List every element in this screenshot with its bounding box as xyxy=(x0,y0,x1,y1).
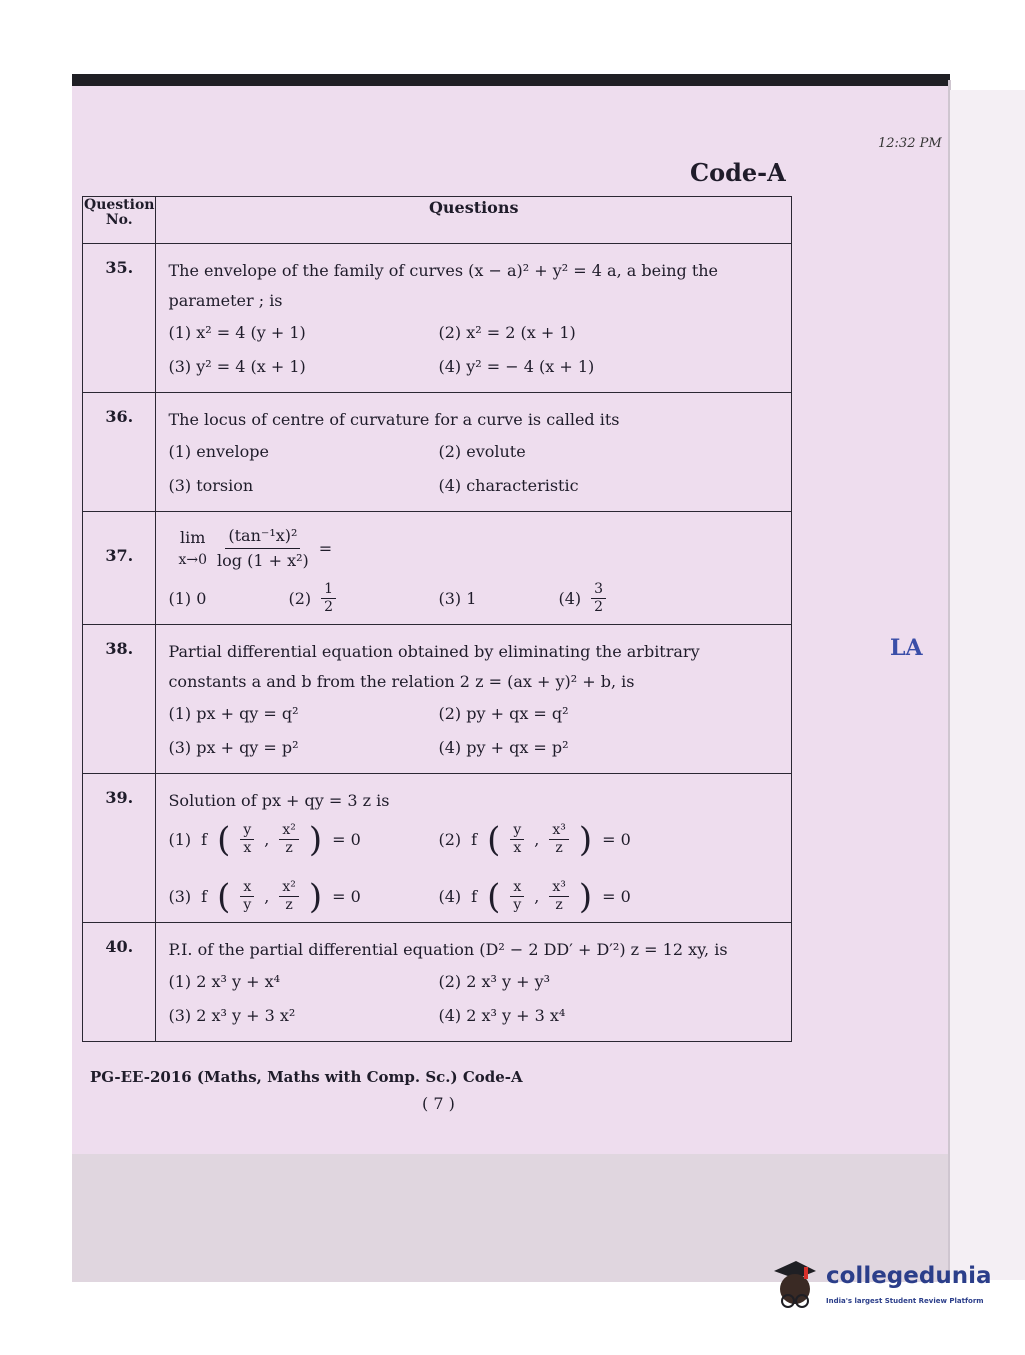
option-label: (2) xyxy=(438,829,462,849)
fraction-numerator: y xyxy=(240,822,254,840)
page-number: ( 7 ) xyxy=(422,1094,455,1113)
option-4: (4) characteristic xyxy=(438,476,579,495)
collegedunia-logo xyxy=(770,1257,1000,1317)
option-1: (1) px + qy = q² xyxy=(168,704,299,723)
fraction xyxy=(279,879,299,914)
limit-fraction xyxy=(217,524,309,573)
option-3: (3) 1 xyxy=(438,588,477,608)
option-3-group xyxy=(438,581,781,616)
right-paren: ) xyxy=(308,876,323,917)
comma: , xyxy=(264,829,270,849)
fraction xyxy=(240,879,254,914)
options xyxy=(168,316,781,384)
paper-code: Code-A xyxy=(690,158,786,187)
fraction-denominator: log (1 + x²) xyxy=(217,551,309,570)
question-text: The locus of centre of curvature for a curve is called its xyxy=(168,410,620,429)
right-paren: ) xyxy=(308,819,323,860)
comma: , xyxy=(534,829,540,849)
comma: , xyxy=(264,886,270,906)
fraction-numerator: (tan⁻¹x)² xyxy=(225,524,300,549)
fraction-numerator: x³ xyxy=(549,879,569,897)
question-body xyxy=(156,512,792,625)
question-text: P.I. of the partial differential equation (D² − 2 DD′ + D′²) z = 12 xy, is xyxy=(168,940,728,959)
option-1-group xyxy=(168,581,438,616)
option-1 xyxy=(168,819,438,860)
option-3 xyxy=(168,876,438,917)
fraction-denominator: z xyxy=(555,840,563,856)
option-2: (2) 2 x³ y + y³ xyxy=(438,972,551,991)
logo-tagline: India's largest Student Review Platform xyxy=(826,1297,984,1305)
options xyxy=(168,581,781,616)
question-body xyxy=(156,923,792,1042)
function-f: f xyxy=(471,829,478,849)
fraction-denominator: z xyxy=(285,897,293,913)
option-2-fraction xyxy=(321,581,336,616)
question-text: The envelope of the family of curves (x − a)² + y² = 4 a, a being the parameter ; is xyxy=(168,261,719,310)
comma: , xyxy=(534,886,540,906)
question-row-39 xyxy=(83,774,792,923)
options xyxy=(168,697,781,765)
question-table xyxy=(82,196,792,1042)
fraction-numerator: x² xyxy=(279,822,299,840)
col-questions: Questions xyxy=(156,197,792,244)
option-2: (2) x² = 2 (x + 1) xyxy=(438,323,576,342)
option-1: (1) envelope xyxy=(168,442,269,461)
option-label: (1) xyxy=(168,829,192,849)
fraction-numerator: 3 xyxy=(591,581,606,599)
option-4: (4) 2 x³ y + 3 x⁴ xyxy=(438,1006,566,1025)
question-row-38 xyxy=(83,625,792,774)
option-4-fraction xyxy=(591,581,606,616)
fraction-denominator: y xyxy=(513,897,522,913)
fraction xyxy=(510,879,524,914)
question-body xyxy=(156,244,792,393)
option-4 xyxy=(438,876,781,917)
paper-footer: PG-EE-2016 (Maths, Maths with Comp. Sc.) Code-A xyxy=(90,1068,523,1086)
equals-zero: = 0 xyxy=(332,829,361,849)
question-text: Partial differential equation obtained by eliminating the arbitrary constants a and b from the relation 2 z = (ax + y)² + b, is xyxy=(168,642,700,691)
option-label: (4) xyxy=(438,886,462,906)
option-3: (3) y² = 4 (x + 1) xyxy=(168,357,306,376)
mascot-icon xyxy=(770,1257,820,1313)
options xyxy=(168,819,781,917)
handwritten-time: 12:32 PM xyxy=(878,136,942,151)
fraction xyxy=(510,822,524,857)
option-4: (4) py + qx = p² xyxy=(438,738,569,757)
fraction-denominator: x xyxy=(513,840,522,856)
function-f: f xyxy=(201,886,208,906)
question-row-40 xyxy=(83,923,792,1042)
question-row-37 xyxy=(83,512,792,625)
options xyxy=(168,965,781,1033)
question-row-36 xyxy=(83,393,792,512)
option-2-label: (2) xyxy=(288,588,312,608)
limit-operator xyxy=(178,527,207,571)
fraction-denominator: z xyxy=(555,897,563,913)
question-number: 39. xyxy=(83,774,156,923)
limit-expression xyxy=(168,524,781,573)
question-body xyxy=(156,774,792,923)
question-number: 37. xyxy=(83,512,156,625)
fraction-numerator: y xyxy=(510,822,524,840)
fraction-numerator: 1 xyxy=(321,581,336,599)
fraction-numerator: x² xyxy=(279,879,299,897)
equals-zero: = 0 xyxy=(602,886,631,906)
fraction-denominator: z xyxy=(285,840,293,856)
question-body xyxy=(156,625,792,774)
fraction xyxy=(240,822,254,857)
option-1: (1) 0 xyxy=(168,588,207,608)
question-text: Solution of px + qy = 3 z is xyxy=(168,791,390,810)
left-paren: ( xyxy=(217,819,231,860)
option-3: (3) torsion xyxy=(168,476,254,495)
logo-wordmark: collegedunia xyxy=(826,1263,992,1289)
function-f: f xyxy=(471,886,478,906)
fraction-denominator: x xyxy=(243,840,252,856)
options xyxy=(168,435,781,503)
fraction-numerator: x³ xyxy=(549,822,569,840)
option-2: (2) evolute xyxy=(438,442,526,461)
option-4: (4) y² = − 4 (x + 1) xyxy=(438,357,595,376)
left-paren: ( xyxy=(487,819,501,860)
equals-zero: = 0 xyxy=(602,829,631,849)
fraction xyxy=(549,879,569,914)
option-3: (3) 2 x³ y + 3 x² xyxy=(168,1006,296,1025)
fraction xyxy=(549,822,569,857)
fraction-denominator: 2 xyxy=(324,599,334,615)
fraction-denominator: y xyxy=(243,897,252,913)
question-number: 35. xyxy=(83,244,156,393)
equals-zero: = 0 xyxy=(332,886,361,906)
fraction-numerator: x xyxy=(510,879,524,897)
option-2: (2) py + qx = q² xyxy=(438,704,569,723)
option-1: (1) x² = 4 (y + 1) xyxy=(168,323,306,342)
option-4-label: (4) xyxy=(558,588,582,608)
question-number: 40. xyxy=(83,923,156,1042)
next-page-edge xyxy=(950,90,1025,1280)
left-paren: ( xyxy=(487,876,501,917)
option-2 xyxy=(438,819,781,860)
lim-subscript: x→0 xyxy=(178,551,208,568)
question-row-35 xyxy=(83,244,792,393)
option-label: (3) xyxy=(168,886,192,906)
option-3: (3) px + qy = p² xyxy=(168,738,299,757)
question-body xyxy=(156,393,792,512)
question-number: 38. xyxy=(83,625,156,774)
right-paren: ) xyxy=(578,876,593,917)
fraction-denominator: 2 xyxy=(594,599,604,615)
right-paren: ) xyxy=(578,819,593,860)
equals-sign: = xyxy=(318,538,333,558)
function-f: f xyxy=(201,829,208,849)
fraction-numerator: x xyxy=(240,879,254,897)
scan-top-edge xyxy=(72,74,950,86)
stamp-fragment: LA xyxy=(890,635,923,661)
fraction xyxy=(279,822,299,857)
option-1: (1) 2 x³ y + x⁴ xyxy=(168,972,281,991)
col-qno: Question No. xyxy=(83,197,156,244)
lim-word: lim xyxy=(180,527,206,547)
table-header xyxy=(83,197,792,244)
left-paren: ( xyxy=(217,876,231,917)
question-number: 36. xyxy=(83,393,156,512)
